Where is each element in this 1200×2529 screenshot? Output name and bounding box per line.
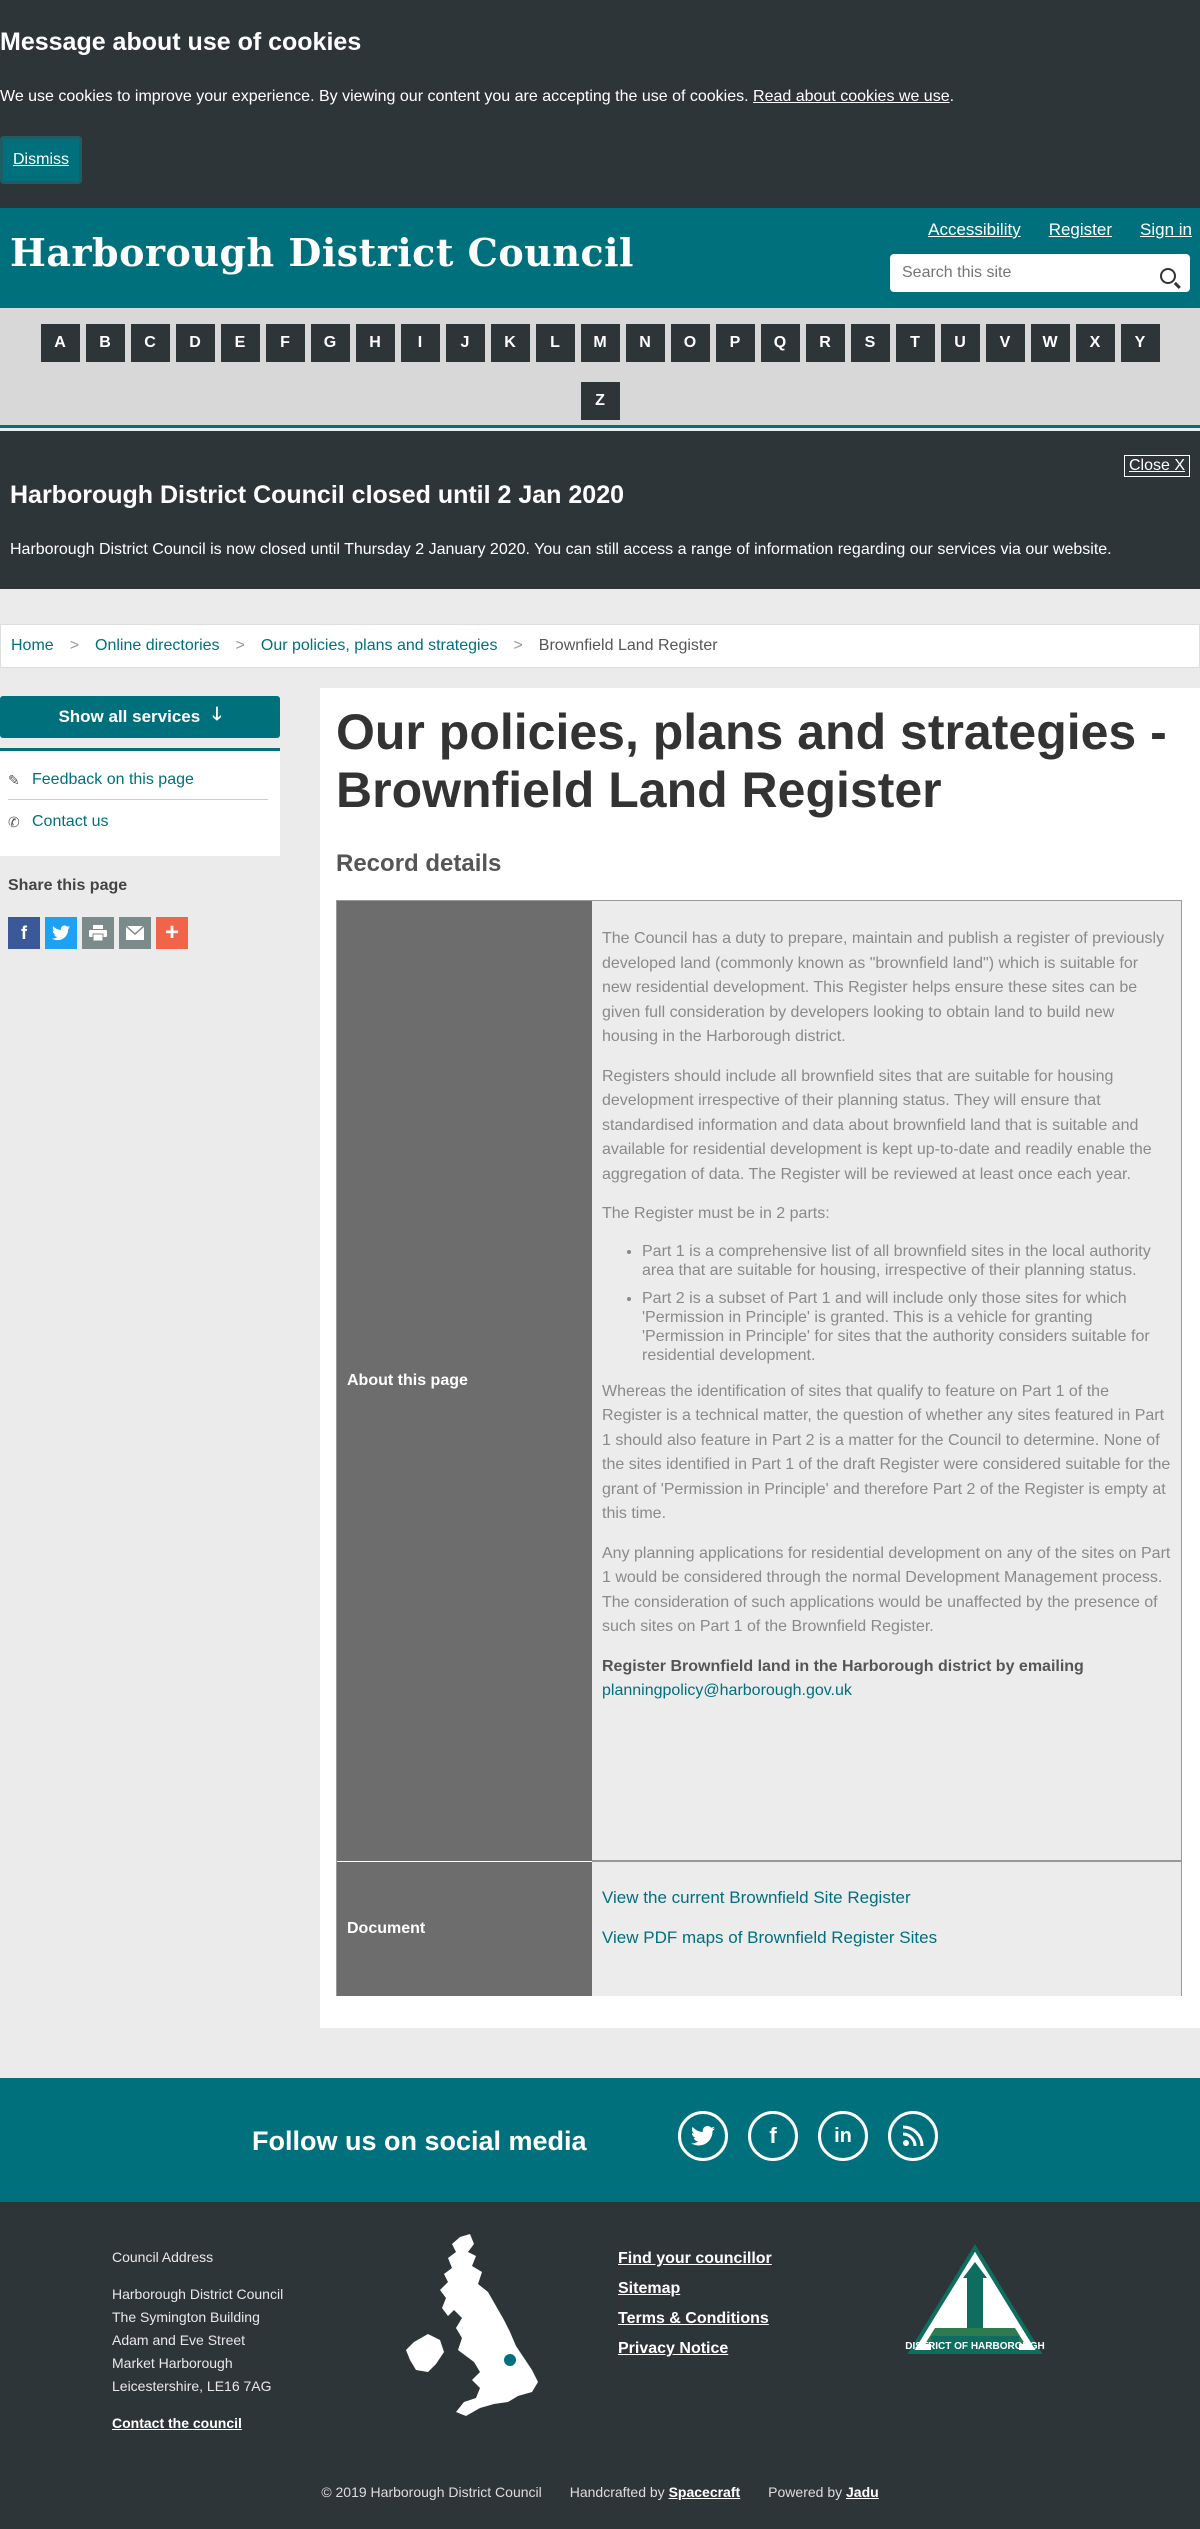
paragraph: Whereas the identification of sites that qualify to feature on Part 1 of the Register is a technical matter, the question of whether any sites featured in Part 1 should also feature in Part 2 is a matter for the Council to determine. None of the sites identified in Part 1 of the draft Register were considered suitable for the grant of 'Permission in Principle' and therefore Part 2 of the Register is empty at this time.: [602, 1382, 1171, 1522]
list-item: • Part 1 is a comprehensive list of all brownfield sites in the local authority area that are suitable for housing, irrespective of their planning status.: [642, 1242, 1171, 1280]
cookie-banner: [0, 0, 1200, 208]
find-councillor-link[interactable]: Find your councillor: [618, 2250, 772, 2267]
powered: Powered by Jadu: [768, 2484, 879, 2500]
az-letter-h[interactable]: H: [356, 324, 395, 362]
accessibility-link[interactable]: Accessibility: [928, 220, 1021, 239]
document-content: [592, 1862, 1181, 1996]
twitter-share-icon[interactable]: [45, 917, 77, 949]
az-letter-y[interactable]: Y: [1121, 324, 1160, 362]
about-label: About this page: [337, 901, 592, 1861]
cookie-policy-link[interactable]: Read about cookies we use: [753, 88, 950, 105]
copyright-bar: [0, 2484, 1200, 2500]
breadcrumb-separator: >: [235, 637, 245, 654]
az-letter-i[interactable]: I: [401, 324, 440, 362]
az-letter-x[interactable]: X: [1076, 324, 1115, 362]
breadcrumb-policies[interactable]: Our policies, plans and strategies: [260, 637, 498, 654]
pdf-maps-link[interactable]: View PDF maps of Brownfield Register Sites: [602, 1928, 938, 1947]
sidebar-links: [0, 748, 280, 856]
email-link[interactable]: planningpolicy@harborough.gov.uk: [602, 1682, 852, 1699]
address-line: Harborough District Council: [112, 2286, 284, 2302]
show-all-label: Show all services: [58, 707, 201, 726]
az-letter-j[interactable]: J: [446, 324, 485, 362]
contact-label: Contact us: [32, 813, 109, 830]
feedback-label: Feedback on this page: [32, 771, 194, 788]
about-content: [592, 901, 1181, 1861]
az-letter-p[interactable]: P: [716, 324, 755, 362]
document-label: Document: [337, 1862, 592, 1996]
record-table: [336, 900, 1182, 1996]
az-letter-o[interactable]: O: [671, 324, 710, 362]
register-paragraph: Register Brownfield land in the Harborough district by emailing planningpolicy@harborough.gov.uk: [602, 1657, 1084, 1699]
privacy-link[interactable]: Privacy Notice: [618, 2340, 729, 2357]
divider: [8, 799, 268, 800]
site-logo[interactable]: Harborough District Council: [10, 230, 634, 275]
paragraph: Registers should include all brownfield sites that are suitable for housing development irrespective of their planning status. They will ensure that standardised information and data about brownfield land that is suitable and available for residential development is kept up-to-date and readily enable the aggregation of data. The Register will be reviewed at least once each year.: [602, 1067, 1152, 1183]
spacecraft-link[interactable]: Spacecraft: [668, 2484, 741, 2500]
a-z-index: [0, 308, 1200, 428]
register-link[interactable]: Register: [1048, 220, 1113, 239]
rss-icon[interactable]: [888, 2111, 938, 2161]
arrow-down-icon: 🡓: [212, 704, 222, 724]
feedback-link[interactable]: [8, 771, 194, 789]
district-crest-logo: [905, 2244, 1045, 2369]
page-title: Our policies, plans and strategies - Brownfield Land Register: [336, 704, 1167, 818]
az-letter-m[interactable]: M: [581, 324, 620, 362]
paragraph: The Council has a duty to prepare, maintain and publish a register of previously developed land (commonly known as "brownfield land") which is suitable for new residential development. This Register helps ensure these sites can be given full consideration by developers looking to obtain land to build new housing in the Harborough district.: [602, 930, 1165, 1045]
sitemap-link[interactable]: Sitemap: [618, 2280, 681, 2297]
breadcrumb-separator: >: [69, 637, 80, 654]
az-letter-k[interactable]: K: [491, 324, 530, 362]
parts-list: [642, 1242, 1171, 1365]
jadu-link[interactable]: Jadu: [846, 2484, 879, 2500]
breadcrumb-current: Brownfield Land Register: [538, 637, 718, 654]
search-box: [890, 254, 1190, 292]
share-title: Share this page: [8, 877, 128, 894]
pencil-icon: ✎: [8, 771, 20, 788]
social-title: Follow us on social media: [252, 2126, 587, 2156]
list-item: • Part 2 is a subset of Part 1 and will include only those sites for which 'Permission in Principle' is granted. This is a vehicle for granting 'Permission in Principle' for sites that the authority considers suitable for residential development.: [642, 1289, 1171, 1365]
twitter-icon[interactable]: [678, 2111, 728, 2161]
brownfield-register-link[interactable]: View the current Brownfield Site Register: [602, 1888, 911, 1907]
uk-map-icon: [400, 2232, 550, 2427]
az-letter-q[interactable]: Q: [761, 324, 800, 362]
handcrafted: Handcrafted by Spacecraft: [569, 2484, 741, 2500]
breadcrumb-online-directories[interactable]: Online directories: [95, 637, 220, 654]
sign-in-link[interactable]: Sign in: [1140, 220, 1192, 239]
site-footer: [0, 2202, 1200, 2529]
phone-icon: ✆: [8, 813, 20, 830]
search-icon[interactable]: [1160, 268, 1176, 284]
facebook-share-icon[interactable]: f: [8, 917, 40, 949]
az-letter-c[interactable]: C: [131, 324, 170, 362]
az-letter-s[interactable]: S: [851, 324, 890, 362]
facebook-icon[interactable]: f: [748, 2111, 798, 2161]
az-letter-g[interactable]: G: [311, 324, 350, 362]
site-header: [0, 208, 1200, 308]
az-letter-t[interactable]: T: [896, 324, 935, 362]
contact-us-link[interactable]: [8, 813, 108, 831]
share-buttons: [8, 917, 188, 949]
az-letter-d[interactable]: D: [176, 324, 215, 362]
paragraph: The Register must be in 2 parts:: [602, 1205, 830, 1222]
search-input[interactable]: [890, 254, 1140, 292]
a-z-row: [0, 324, 1200, 362]
address-line: Leicestershire, LE16 7AG: [112, 2378, 272, 2394]
alert-text: Harborough District Council is now closed until Thursday 2 January 2020. You can still access a range of information regarding our services via our website.: [10, 541, 1112, 558]
cookie-text: We use cookies to improve your experience. By viewing our content you are accepting the use of cookies. Read about cookies we use.: [0, 88, 955, 105]
print-icon[interactable]: [82, 917, 114, 949]
main-content: [320, 688, 1200, 2028]
breadcrumb: [0, 624, 1200, 668]
az-letter-l[interactable]: L: [536, 324, 575, 362]
council-address: [112, 2246, 283, 2435]
contact-council-link[interactable]: Contact the council: [112, 2415, 242, 2431]
more-share-icon[interactable]: +: [156, 917, 188, 949]
az-letter-n[interactable]: N: [626, 324, 665, 362]
a-z-row: [0, 382, 1200, 420]
paragraph: Any planning applications for residential development on any of the sites on Part 1 would be considered through the normal Development Management process. The consideration of such applications would be unaffected by the presence of such sites on Part 1 of the Brownfield Register.: [602, 1544, 1171, 1635]
email-share-icon[interactable]: [119, 917, 151, 949]
az-letter-f[interactable]: F: [266, 324, 305, 362]
linkedin-icon[interactable]: in: [818, 2111, 868, 2161]
show-all-services-button[interactable]: [0, 696, 280, 738]
az-letter-v[interactable]: V: [986, 324, 1025, 362]
closure-alert: [0, 431, 1200, 589]
alert-title: Harborough District Council closed until 2 Jan 2020: [10, 481, 625, 509]
az-letter-e[interactable]: E: [221, 324, 260, 362]
az-letter-u[interactable]: U: [941, 324, 980, 362]
address-line: The Symington Building: [112, 2309, 260, 2325]
terms-link[interactable]: Terms & Conditions: [618, 2310, 769, 2327]
az-letter-a[interactable]: A: [41, 324, 80, 362]
address-line: Market Harborough: [112, 2355, 233, 2371]
top-links: [928, 220, 1192, 240]
az-letter-b[interactable]: B: [86, 324, 125, 362]
breadcrumb-home[interactable]: Home: [11, 637, 54, 654]
az-letter-z[interactable]: Z: [581, 382, 620, 420]
az-letter-w[interactable]: W: [1031, 324, 1070, 362]
footer-links: [618, 2250, 772, 2358]
address-line: Adam and Eve Street: [112, 2332, 246, 2348]
social-icons: [678, 2111, 938, 2161]
crest-text: DISTRICT OF HARBOROUGH: [905, 2341, 1045, 2352]
address-title: Council Address: [112, 2249, 214, 2265]
breadcrumb-separator: >: [513, 637, 523, 654]
az-letter-r[interactable]: R: [806, 324, 845, 362]
copyright: © 2019 Harborough District Council: [321, 2484, 542, 2500]
close-alert-button[interactable]: Close X: [1124, 455, 1190, 477]
social-media-bar: [0, 2078, 1200, 2202]
cookie-title: Message about use of cookies: [0, 28, 362, 56]
record-details-heading: Record details: [336, 850, 502, 877]
dismiss-button[interactable]: Dismiss: [0, 136, 82, 184]
